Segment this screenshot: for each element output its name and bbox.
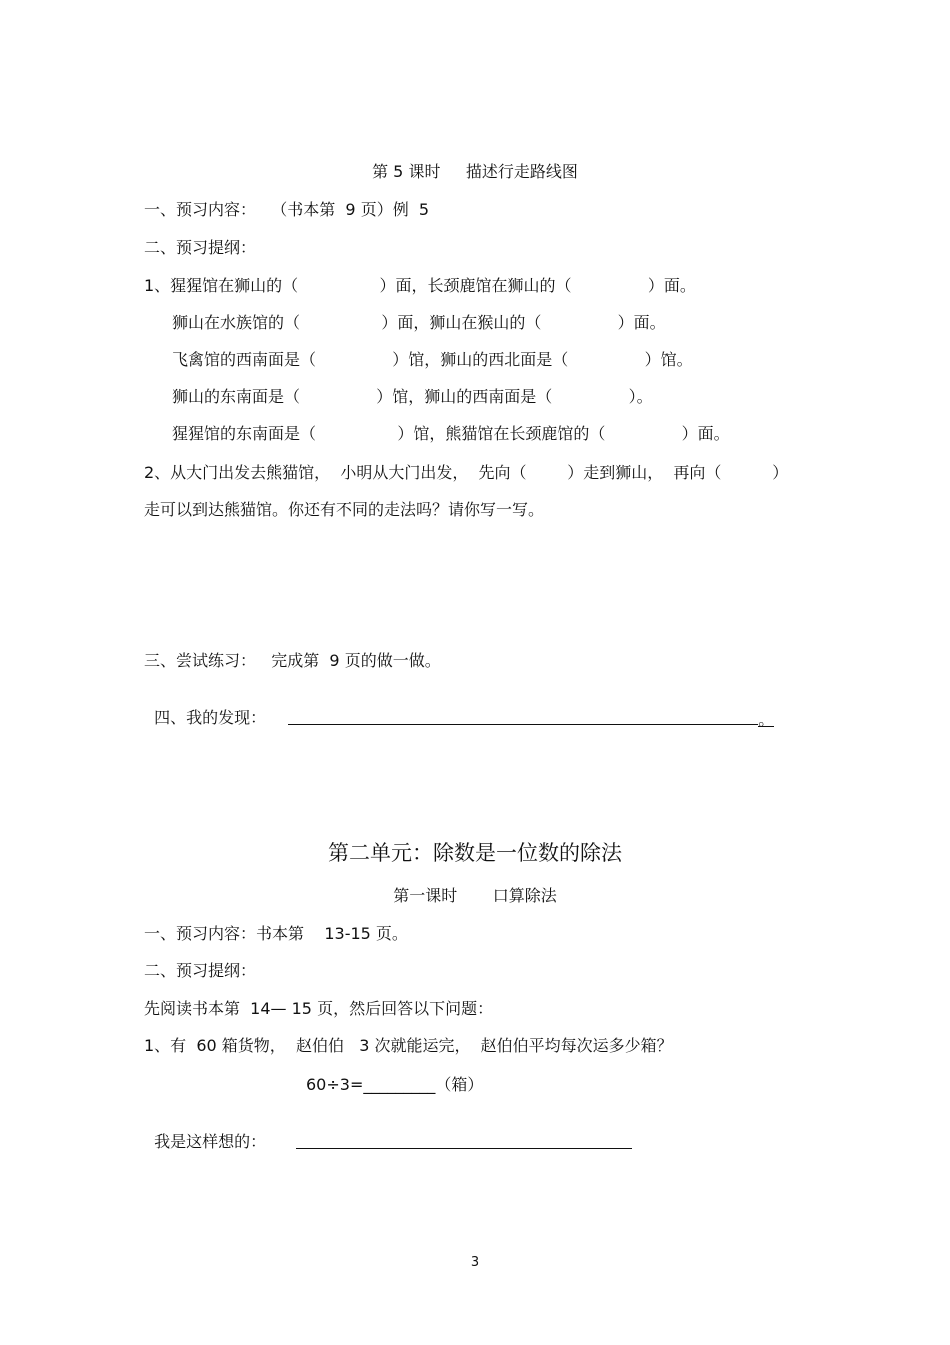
unit2-my-thinking: [144, 1112, 632, 1152]
lesson5-try-practice: 三、尝试练习： 完成第 9 页的做一做。: [144, 651, 441, 670]
lesson5-preview-outline: 二、预习提纲：: [144, 238, 257, 257]
unit2-reading: 先阅读书本第 14— 15 页，然后回答以下问题：: [144, 999, 494, 1018]
lesson5-q2-line1: 2、从大门出发去熊猫馆， 小明从大门出发， 先向（ ）走到狮山， 再向（ ）: [144, 463, 789, 482]
lesson5-q1-line1: 1、猩猩馆在狮山的（ ）面，长颈鹿馆在狮山的（ ）面。: [144, 276, 696, 295]
unit2-title: 第二单元：除数是一位数的除法: [328, 841, 622, 865]
lesson5-preview-content: 一、预习内容： （书本第 9 页）例 5: [144, 200, 430, 219]
page-number: 3: [470, 1255, 480, 1270]
lesson5-q1-line3: 飞禽馆的西南面是（ ）馆，狮山的西北面是（ ）馆。: [172, 350, 693, 369]
unit2-preview-content: 一、预习内容：书本第 13-15 页。: [144, 924, 408, 943]
my-finding-end: 。: [758, 710, 775, 729]
my-thinking-answer-line[interactable]: [296, 1132, 632, 1149]
unit2-preview-outline: 二、预习提纲：: [144, 961, 257, 980]
lesson5-q1-line4: 狮山的东南面是（ ）馆，狮山的西南面是（ ）。: [172, 387, 653, 406]
my-thinking-label: 我是这样想的：: [154, 1132, 267, 1151]
my-finding-label: 四、我的发现：: [154, 708, 267, 727]
lesson5-my-finding: [144, 688, 774, 728]
my-finding-answer-line[interactable]: [288, 708, 758, 725]
unit2-q1: 1、有 60 箱货物， 赵伯伯 3 次就能运完， 赵伯伯平均每次运多少箱？: [144, 1036, 673, 1055]
lesson5-q1-line2: 狮山在水族馆的（ ）面，狮山在猴山的（ ）面。: [172, 313, 666, 332]
unit2-equation: 60÷3=_________（箱）: [306, 1075, 484, 1094]
lesson5-title: 第 5 课时 描述行走路线图: [372, 162, 578, 181]
unit2-lesson1-title: 第一课时 口算除法: [393, 886, 557, 905]
lesson5-q2-line2: 走可以到达熊猫馆。你还有不同的走法吗？请你写一写。: [144, 500, 545, 519]
lesson5-q1-line5: 猩猩馆的东南面是（ ）馆，熊猫馆在长颈鹿馆的（ ）面。: [172, 424, 730, 443]
